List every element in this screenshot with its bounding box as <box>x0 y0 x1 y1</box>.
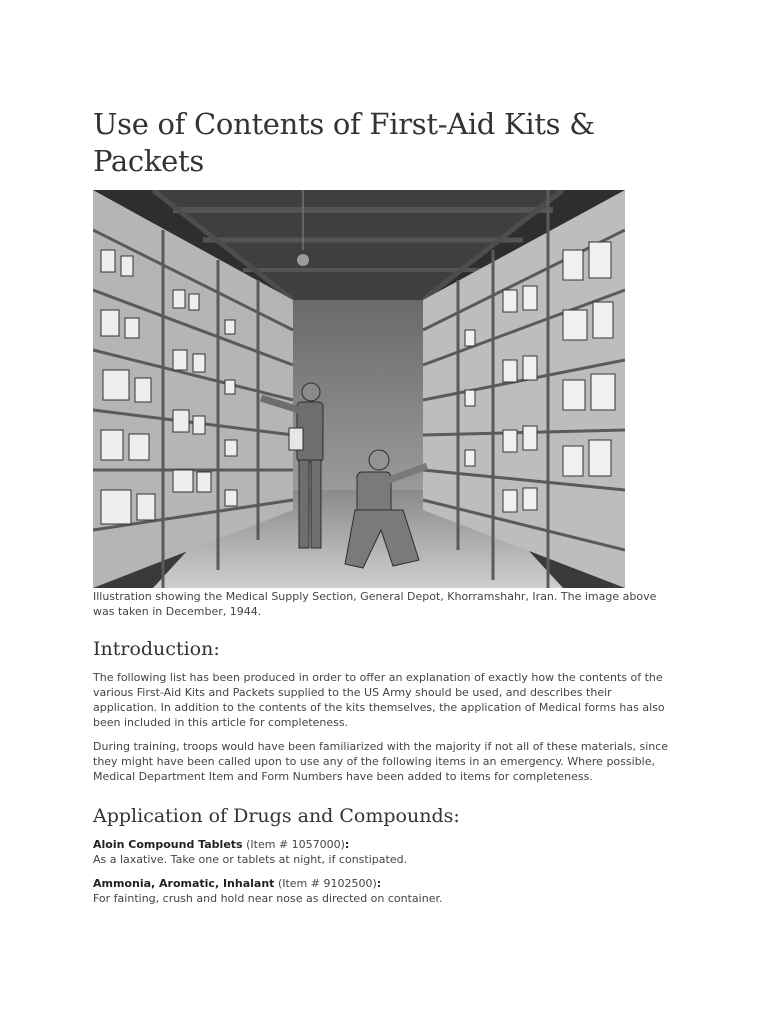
drug-entry-title <box>93 837 673 852</box>
drug-entry-title <box>93 876 673 891</box>
depot-photo <box>93 190 625 588</box>
article-title: Use of Contents of First-Aid Kits & Packets <box>93 107 595 178</box>
drug-description: As a laxative. Take one or tablets at night, if constipated. <box>93 853 408 866</box>
drug-entry-aloin <box>93 837 673 867</box>
drug-name: Ammonia, Aromatic, Inhalant <box>93 877 275 890</box>
photo-caption: Illustration showing the Medical Supply Section, General Depot, Khorramshahr, Iran. The image above was taken in December, 1944. <box>93 590 657 618</box>
drug-colon: : <box>376 877 382 890</box>
drug-entry-ammonia <box>93 876 673 906</box>
drug-item-number: (Item # 1057000) <box>246 838 345 851</box>
drug-name: Aloin Compound Tablets <box>93 838 243 851</box>
introduction-heading: Introduction: <box>93 638 220 660</box>
introduction-paragraph-1: The following list has been produced in order to offer an explanation of exactly how the contents of the various First-Aid Kits and Packets supplied to the US Army should be used, and describes their application. In addition to the contents of the kits themselves, the application of Medical forms has also been included in this article for completeness. <box>93 671 665 729</box>
drug-item-number: (Item # 9102500) <box>277 877 377 890</box>
introduction-paragraph-2: During training, troops would have been familiarized with the majority if not all of these materials, since they might have been called upon to use any of the following items in an emergency. Where possible, Medical Department Item and Form Numbers have been added to items for completeness. <box>93 740 669 783</box>
drug-description: For fainting, crush and hold near nose as directed on container. <box>93 892 443 905</box>
drugs-heading: Application of Drugs and Compounds: <box>93 805 460 827</box>
drug-colon: : <box>344 838 350 851</box>
